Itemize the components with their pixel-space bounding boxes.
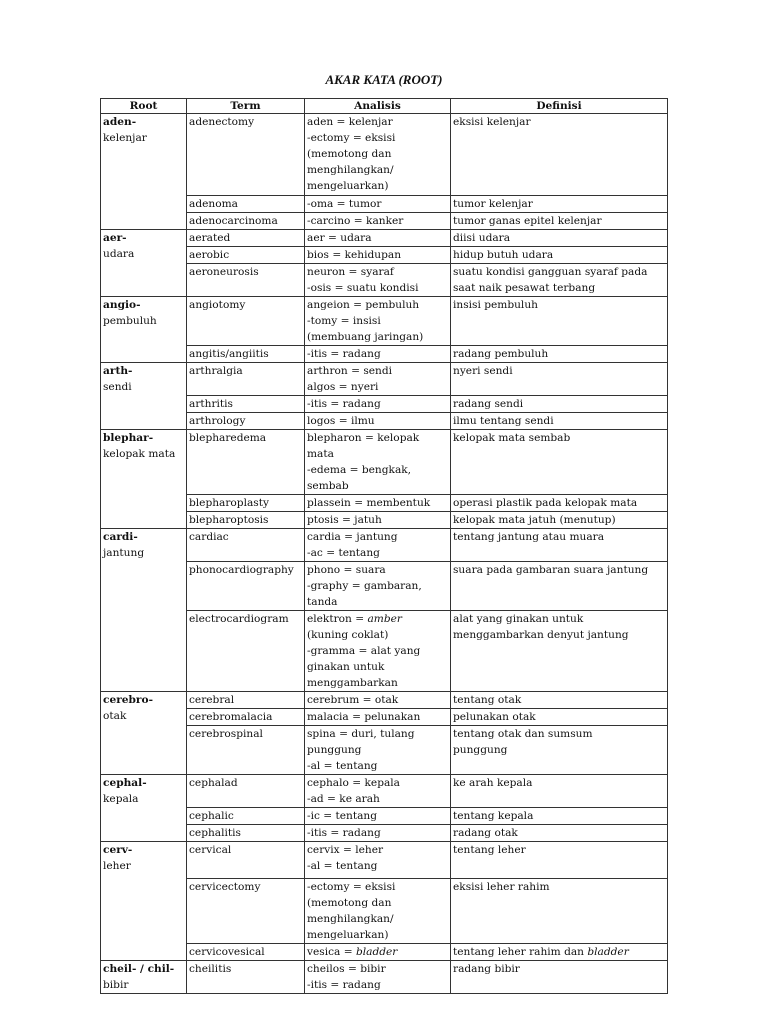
root-name: blephar- [103,432,154,444]
table-row [101,196,668,213]
definition-cell [451,196,668,213]
term-cell: arthritis [187,396,305,413]
analysis-line: mengeluarkan) [307,180,389,192]
analysis-line: algos = nyeri [307,381,379,393]
analysis-line: -itis = radang [307,827,381,839]
analysis-line: -gramma = alat yang [307,645,421,657]
table-row [101,363,668,396]
table-row [101,512,668,529]
table-body [101,114,668,994]
definition-cell [451,430,668,495]
analysis-cell [305,944,451,961]
definition-cell [451,775,668,808]
definition-cell [451,346,668,363]
analysis-line: -ad = ke arah [307,793,380,805]
analysis-cell [305,775,451,808]
definition-cell [451,297,668,346]
table-row [101,709,668,726]
definition-cell [451,529,668,562]
definition-cell [451,611,668,692]
analysis-cell [305,842,451,879]
analysis-line: ptosis = jatuh [307,514,382,526]
definition-cell [451,808,668,825]
term-cell: aeroneurosis [187,264,305,297]
term-cell: cervicovesical [187,944,305,961]
definition-cell [451,247,668,264]
analysis-line: sembab [307,480,349,492]
root-name: cheil- / chil- [103,963,175,975]
root-name: cerv- [103,844,133,856]
analysis-line: malacia = pelunakan [307,711,421,723]
root-meaning: kepala [103,793,139,805]
root-meaning: sendi [103,381,132,393]
root-cell [101,775,187,842]
definition-line: operasi plastik pada kelopak mata [453,497,638,509]
term-cell: arthrology [187,413,305,430]
analysis-line: elektron = amber [307,613,402,625]
analysis-cell [305,297,451,346]
table-row [101,346,668,363]
analysis-cell [305,230,451,247]
definition-line: alat yang ginakan untuk [453,613,584,625]
term-cell: adenectomy [187,114,305,196]
analysis-line: (memotong dan [307,897,392,909]
definition-cell [451,709,668,726]
root-name: cerebro- [103,694,153,706]
definition-line: tentang leher rahim dan bladder [453,946,629,958]
table-row [101,944,668,961]
analysis-cell [305,726,451,775]
analysis-line: aer = udara [307,232,372,244]
analysis-line: menghilangkan/ [307,913,394,925]
table-row [101,726,668,775]
definition-cell [451,114,668,196]
term-cell: aerobic [187,247,305,264]
analysis-line: -graphy = gambaran, [307,580,422,592]
analysis-cell [305,495,451,512]
root-name: aer- [103,232,127,244]
definition-line: hidup butuh udara [453,249,554,261]
table-row [101,879,668,944]
analysis-line: tanda [307,596,338,608]
definition-cell [451,961,668,994]
root-meaning: pembuluh [103,315,157,327]
table-row [101,413,668,430]
root-cell [101,961,187,994]
definition-cell [451,230,668,247]
analysis-line: -al = tentang [307,860,378,872]
table-row [101,230,668,247]
analysis-cell [305,413,451,430]
definition-cell [451,879,668,944]
definition-line: ilmu tentang sendi [453,415,554,427]
analysis-line: cerebrum = otak [307,694,399,706]
analysis-line: spina = duri, tulang [307,728,415,740]
table-row [101,775,668,808]
definition-line: tentang otak dan sumsum [453,728,593,740]
root-name: cephal- [103,777,147,789]
analysis-cell [305,247,451,264]
root-meaning: kelopak mata [103,448,176,460]
definition-line: punggung [453,744,508,756]
root-meaning: jantung [103,547,145,559]
definition-line: menggambarkan denyut jantung [453,629,629,641]
analysis-line: neuron = syaraf [307,266,394,278]
analysis-line: aden = kelenjar [307,116,393,128]
root-cell [101,230,187,297]
definition-cell [451,264,668,297]
root-cell [101,363,187,430]
root-name: aden- [103,116,137,128]
table-row [101,297,668,346]
analysis-cell [305,961,451,994]
term-cell: cephalad [187,775,305,808]
term-cell: cerebromalacia [187,709,305,726]
analysis-cell [305,529,451,562]
term-cell: blepharoplasty [187,495,305,512]
term-cell: cervicectomy [187,879,305,944]
analysis-cell [305,808,451,825]
analysis-cell [305,213,451,230]
definition-cell [451,363,668,396]
table-row [101,808,668,825]
analysis-line: -ectomy = eksisi [307,881,396,893]
definition-line: pelunakan otak [453,711,536,723]
table-row [101,529,668,562]
definition-line: radang pembuluh [453,348,549,360]
definition-line: saat naik pesawat terbang [453,282,596,294]
analysis-line: angeion = pembuluh [307,299,420,311]
analysis-cell [305,692,451,709]
analysis-cell [305,512,451,529]
analysis-line: -itis = radang [307,979,381,991]
analysis-line: phono = suara [307,564,386,576]
definition-cell [451,512,668,529]
header-root: Root [101,99,187,114]
table-row [101,825,668,842]
table-row [101,430,668,495]
definition-line: radang sendi [453,398,524,410]
root-meaning: kelenjar [103,132,147,144]
term-cell: cervical [187,842,305,879]
analysis-line: -ac = tentang [307,547,380,559]
analysis-cell [305,346,451,363]
analysis-line: -edema = bengkak, [307,464,412,476]
analysis-cell [305,264,451,297]
term-cell: angiotomy [187,297,305,346]
table-row [101,213,668,230]
table-header-row [101,99,668,114]
term-cell: cerebrospinal [187,726,305,775]
term-cell: phonocardiography [187,562,305,611]
analysis-cell [305,562,451,611]
definition-cell [451,413,668,430]
analysis-cell [305,363,451,396]
analysis-line: cardia = jantung [307,531,398,543]
analysis-cell [305,396,451,413]
root-cell [101,297,187,363]
root-name: cardi- [103,531,138,543]
analysis-line: menghilangkan/ [307,164,394,176]
definition-line: tentang kepala [453,810,534,822]
root-table [100,98,668,994]
analysis-line: menggambarkan [307,677,398,689]
table-row [101,247,668,264]
definition-line: kelopak mata jatuh (menutup) [453,514,616,526]
analysis-line: ginakan untuk [307,661,385,673]
analysis-cell [305,430,451,495]
analysis-line: bios = kehidupan [307,249,402,261]
definition-line: nyeri sendi [453,365,513,377]
term-cell: blepharoptosis [187,512,305,529]
analysis-line: -tomy = insisi [307,315,381,327]
analysis-line: plassein = membentuk [307,497,431,509]
root-cell [101,114,187,230]
table-row [101,114,668,196]
analysis-cell [305,196,451,213]
root-name: arth- [103,365,133,377]
root-meaning: otak [103,710,127,722]
analysis-line: -osis = suatu kondisi [307,282,419,294]
header-analisis: Analisis [305,99,451,114]
term-cell: aerated [187,230,305,247]
term-cell: adenoma [187,196,305,213]
definition-cell [451,213,668,230]
analysis-line: -carcino = kanker [307,215,404,227]
analysis-line: cheilos = bibir [307,963,386,975]
definition-cell [451,842,668,879]
definition-line: eksisi leher rahim [453,881,550,893]
definition-cell [451,825,668,842]
analysis-line: cervix = leher [307,844,384,856]
root-name: angio- [103,299,141,311]
term-cell: blepharedema [187,430,305,495]
term-cell: electrocardiogram [187,611,305,692]
term-cell: cephalitis [187,825,305,842]
definition-cell [451,692,668,709]
term-cell: cheilitis [187,961,305,994]
page-title: AKAR KATA (ROOT) [325,72,443,87]
analysis-line: -ectomy = eksisi [307,132,396,144]
analysis-line: punggung [307,744,362,756]
definition-line: tentang jantung atau muara [453,531,605,543]
term-cell: cardiac [187,529,305,562]
definition-line: suara pada gambaran suara jantung [453,564,649,576]
definition-line: tumor ganas epitel kelenjar [453,215,602,227]
header-term: Term [187,99,305,114]
analysis-line: (kuning coklat) [307,629,389,641]
analysis-line: cephalo = kepala [307,777,400,789]
analysis-line: logos = ilmu [307,415,375,427]
term-cell: arthralgia [187,363,305,396]
definition-line: tentang leher [453,844,526,856]
definition-line: tumor kelenjar [453,198,533,210]
analysis-cell [305,114,451,196]
analysis-cell [305,611,451,692]
definition-line: diisi udara [453,232,511,244]
definition-line: tentang otak [453,694,522,706]
term-cell: cerebral [187,692,305,709]
definition-cell [451,495,668,512]
definition-line: kelopak mata sembab [453,432,571,444]
analysis-line: -itis = radang [307,398,381,410]
term-cell: cephalic [187,808,305,825]
analysis-line: blepharon = kelopak [307,432,420,444]
definition-line: insisi pembuluh [453,299,538,311]
analysis-line: (membuang jaringan) [307,331,424,343]
analysis-line: -ic = tentang [307,810,378,822]
root-cell [101,842,187,961]
root-cell [101,430,187,529]
analysis-cell [305,709,451,726]
analysis-line: vesica = bladder [307,946,398,958]
analysis-line: mata [307,448,334,460]
root-meaning: bibir [103,979,129,991]
table-row [101,692,668,709]
analysis-cell [305,825,451,842]
definition-line: eksisi kelenjar [453,116,531,128]
definition-cell [451,726,668,775]
analysis-line: -itis = radang [307,348,381,360]
definition-line: ke arah kepala [453,777,533,789]
analysis-line: -oma = tumor [307,198,382,210]
root-meaning: leher [103,860,131,872]
table-row [101,495,668,512]
root-cell [101,692,187,775]
term-cell: angitis/angiitis [187,346,305,363]
table-row [101,264,668,297]
table-row [101,842,668,879]
definition-cell [451,562,668,611]
table-row [101,396,668,413]
analysis-line: (memotong dan [307,148,392,160]
header-definisi: Definisi [451,99,668,114]
definition-cell [451,396,668,413]
definition-line: radang otak [453,827,518,839]
table-row [101,562,668,611]
root-cell [101,529,187,692]
analysis-line: mengeluarkan) [307,929,389,941]
analysis-line: -al = tentang [307,760,378,772]
definition-cell [451,944,668,961]
definition-line: suatu kondisi gangguan syaraf pada [453,266,648,278]
analysis-cell [305,879,451,944]
root-meaning: udara [103,248,135,260]
table-row [101,611,668,692]
analysis-line: arthron = sendi [307,365,393,377]
definition-line: radang bibir [453,963,520,975]
table-row [101,961,668,994]
term-cell: adenocarcinoma [187,213,305,230]
